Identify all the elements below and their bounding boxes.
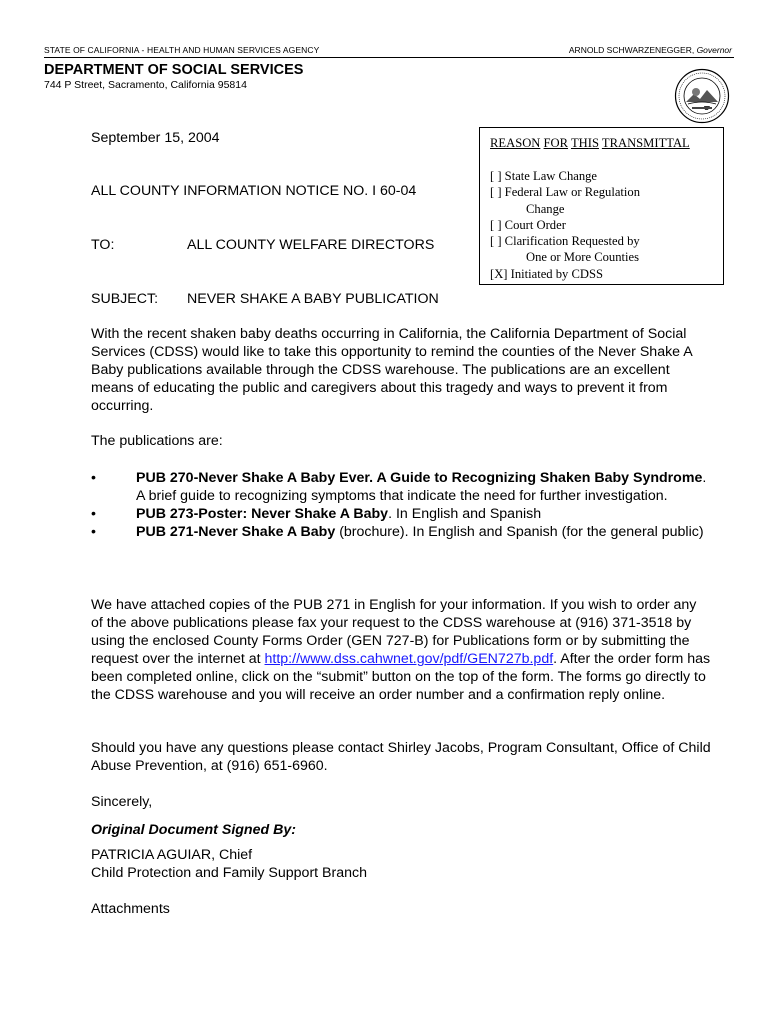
reason-item: [ ] Clarification Requested by xyxy=(490,234,640,249)
attachments-label: Attachments xyxy=(91,901,170,917)
list-item xyxy=(91,523,711,541)
subject-label: SUBJECT: xyxy=(91,291,159,307)
paragraph-intro: With the recent shaken baby deaths occurring in California, the California Department of Social Services (CDSS) would like to take this opportunity to remind the counties of the Never Shake A Baby publications available through the CDSS warehouse. The publications are an excellent means of educating the public and caregivers about this tragedy and ways to prevent it from occurring. xyxy=(91,326,692,414)
reason-item-continuation: One or More Counties xyxy=(526,250,639,265)
paragraph-contact: Should you have any questions please contact Shirley Jacobs, Program Consultant, Office of Child Abuse Prevention, at (916) 651-6960. xyxy=(91,740,711,774)
reason-item: [ ] State Law Change xyxy=(490,169,598,183)
reason-item: [ ] Federal Law or Regulation xyxy=(490,185,641,200)
department-address: 744 P Street, Sacramento, California 95814 xyxy=(44,79,247,91)
governor-title: Governor xyxy=(696,45,732,55)
publication-list xyxy=(91,469,711,541)
paragraph-ordering xyxy=(91,596,711,704)
list-item xyxy=(91,469,711,505)
department-name: DEPARTMENT OF SOCIAL SERVICES xyxy=(44,62,304,78)
publication-title: PUB 271-Never Shake A Baby xyxy=(136,524,336,540)
paragraph-publications: The publications are: xyxy=(91,433,223,449)
subject-value: NEVER SHAKE A BABY PUBLICATION xyxy=(187,291,439,307)
reason-title-word: TRANSMITTAL xyxy=(601,136,690,150)
reason-item: [ ] Court Order xyxy=(490,217,566,232)
signed-by-note: Original Document Signed By: xyxy=(91,822,296,838)
reason-title-word: FOR xyxy=(543,136,569,150)
notice-number: ALL COUNTY INFORMATION NOTICE NO. I 60-04 xyxy=(91,183,417,199)
order-form-link[interactable]: http://www.dss.cahwnet.gov/pdf/GEN727b.pdf xyxy=(264,651,554,667)
state-seal-icon xyxy=(674,68,730,124)
to-value: ALL COUNTY WELFARE DIRECTORS xyxy=(187,237,435,253)
publication-description: . In English and Spanish xyxy=(388,506,542,522)
bullet: • xyxy=(91,524,96,540)
publication-description: (brochure). In English and Spanish (for the general public) xyxy=(335,524,704,540)
closing-salutation: Sincerely, xyxy=(91,794,153,810)
reason-box-title xyxy=(490,135,690,151)
governor-name: ARNOLD SCHWARZENEGGER, xyxy=(568,45,697,55)
list-item xyxy=(91,505,711,523)
reason-title-word: REASON xyxy=(490,136,541,150)
ordering-text: We have attached copies of the PUB 271 in English for your information. If you wish to order any of the above publications please fax your request to the CDSS warehouse at (916) 371-3518 by using the enclosed County Forms Order (GEN 727-B) for Publications form or by submitting the request over the internet at xyxy=(91,597,697,667)
reason-item: [X] Initiated by CDSS xyxy=(490,266,603,281)
governor-line xyxy=(569,45,732,55)
ordering-text-continued: . After the order form has been completed online, click on the “submit” button on the top of the form. The forms go directly to the CDSS warehouse and you will receive an order number and a confirmation reply online. xyxy=(91,651,711,703)
to-label: TO: xyxy=(91,237,115,253)
reason-for-transmittal-box xyxy=(479,127,724,285)
bullet: • xyxy=(91,506,96,522)
signatory-branch: Child Protection and Family Support Branch xyxy=(91,865,368,881)
reason-list xyxy=(490,168,640,282)
signatory-name: PATRICIA AGUIAR, Chief xyxy=(91,847,253,863)
header-rule xyxy=(44,57,734,58)
bullet: • xyxy=(91,470,96,486)
publication-title: PUB 273-Poster: Never Shake A Baby xyxy=(136,506,389,522)
publication-description: . A brief guide to recognizing symptoms that indicate the need for further investigation. xyxy=(136,470,707,504)
publication-title: PUB 270-Never Shake A Baby Ever. A Guide to Recognizing Shaken Baby Syndrome xyxy=(136,470,703,486)
agency-name: STATE OF CALIFORNIA - HEALTH AND HUMAN SERVICES AGENCY xyxy=(44,45,320,55)
reason-title-word: THIS xyxy=(570,136,599,150)
reason-item-continuation: Change xyxy=(526,201,565,216)
memo-date: September 15, 2004 xyxy=(91,130,220,146)
